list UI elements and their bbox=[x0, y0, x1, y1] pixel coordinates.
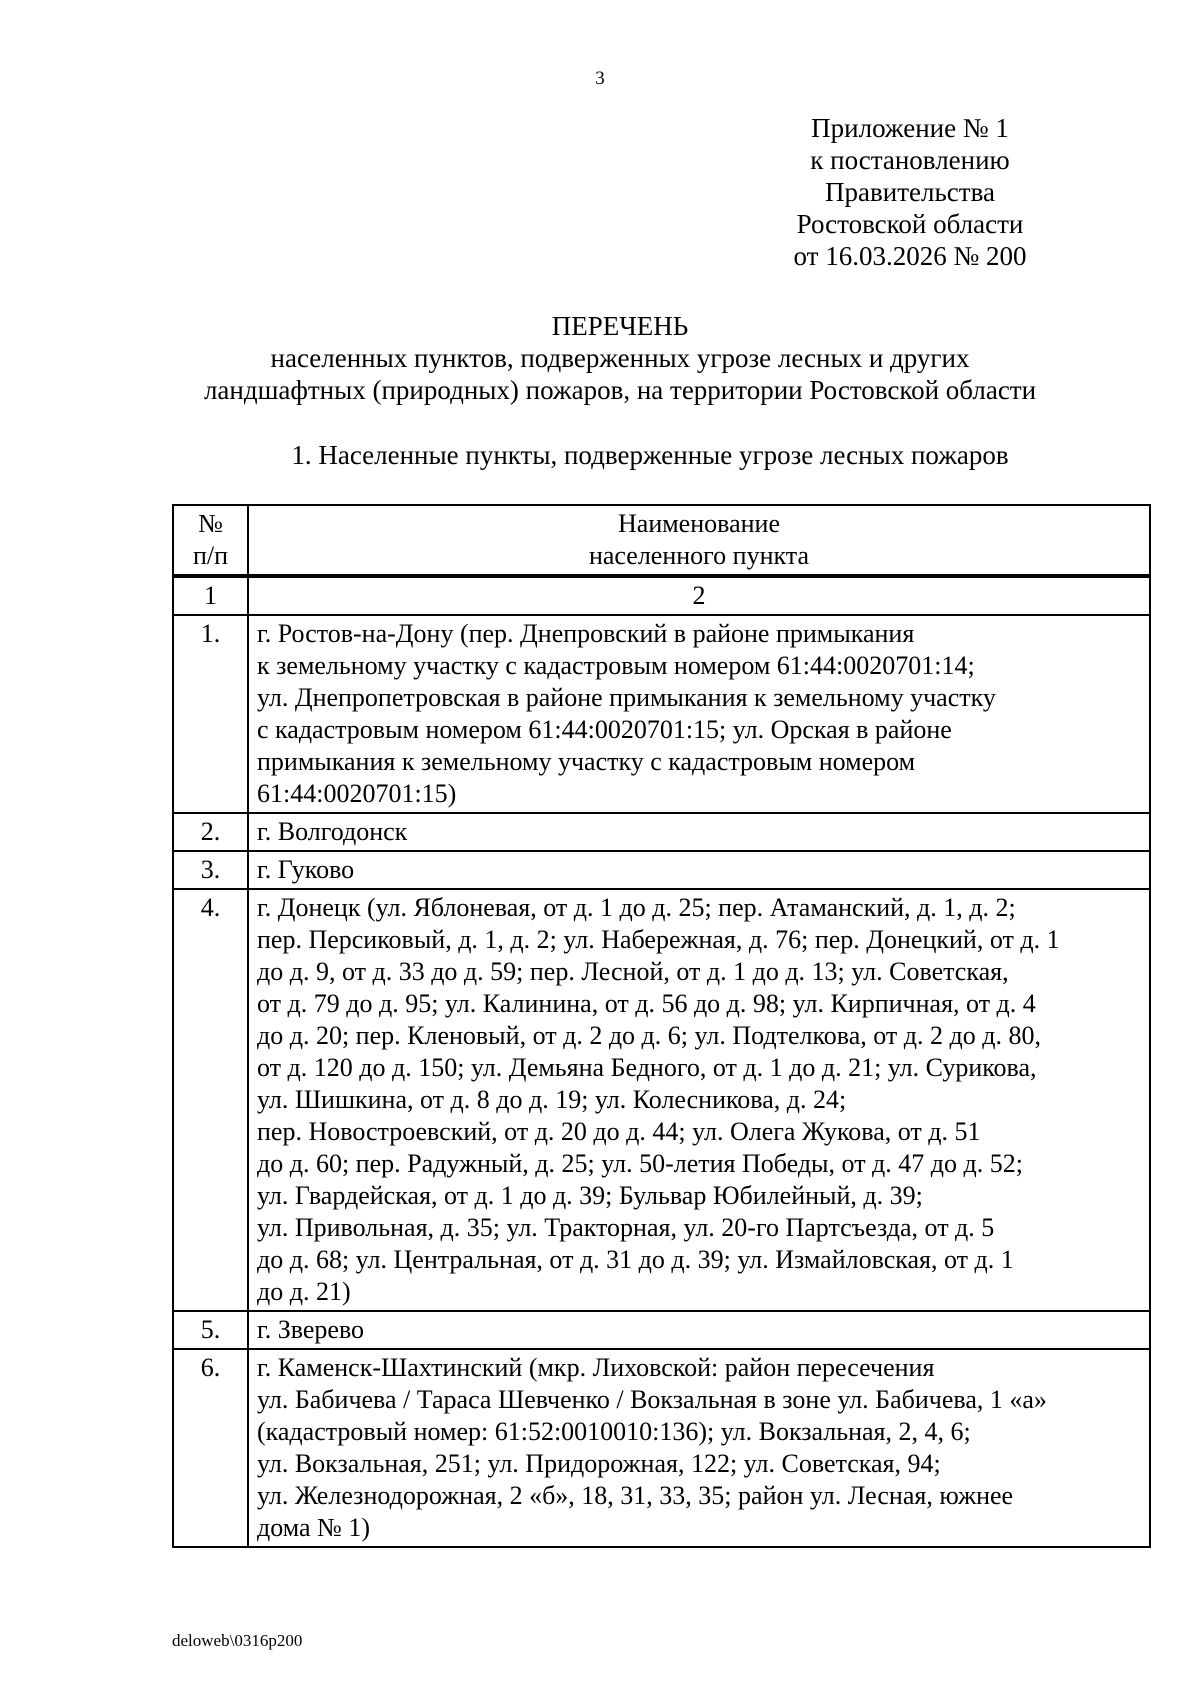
row-name-line: г. Каменск-Шахтинский (мкр. Лиховской: район пересечения bbox=[257, 1353, 935, 1382]
row-name-line: от д. 120 до д. 150; ул. Демьяна Бедного, от д. 1 до д. 21; ул. Сурикова, bbox=[257, 1053, 1037, 1082]
table-row bbox=[173, 813, 1150, 851]
table-row bbox=[173, 1349, 1150, 1547]
header-name-line: Наименование bbox=[618, 509, 780, 538]
row-number-cell: 4. bbox=[173, 889, 248, 1311]
table-row bbox=[173, 1311, 1150, 1349]
row-number-cell: 6. bbox=[173, 1349, 248, 1547]
header-number-label: п/п bbox=[192, 541, 229, 570]
row-number-cell: 3. bbox=[173, 851, 248, 889]
table-row bbox=[173, 851, 1150, 889]
appendix-line: Ростовской области bbox=[796, 209, 1024, 239]
table-row bbox=[173, 615, 1150, 813]
row-name-line: ул. Вокзальная, 251; ул. Придорожная, 122; ул. Советская, 94; bbox=[257, 1449, 941, 1478]
row-name-line: 61:44:0020701:15) bbox=[257, 779, 457, 808]
row-name-line: до д. 21) bbox=[257, 1277, 351, 1306]
row-name-cell bbox=[248, 813, 1150, 851]
row-name-line: от д. 79 до д. 95; ул. Калинина, от д. 56 до д. 98; ул. Кирпичная, от д. 4 bbox=[257, 989, 1036, 1018]
settlements-table bbox=[172, 504, 1151, 1548]
row-name-line: ул. Бабичева / Тараса Шевченко / Вокзальная в зоне ул. Бабичева, 1 «а» bbox=[257, 1385, 1047, 1414]
row-name-line: к земельному участку с кадастровым номером 61:44:0020701:14; bbox=[257, 651, 975, 680]
row-name-cell bbox=[248, 615, 1150, 813]
title-heading: ПЕРЕЧЕНЬ bbox=[551, 311, 689, 341]
row-number-cell: 5. bbox=[173, 1311, 248, 1349]
row-name-line: (кадастровый номер: 61:52:0010010:136); ул. Вокзальная, 2, 4, 6; bbox=[257, 1417, 971, 1446]
row-name-line: пер. Новостроевский, от д. 20 до д. 44; ул. Олега Жукова, от д. 51 bbox=[257, 1117, 981, 1146]
row-name-line: с кадастровым номером 61:44:0020701:15; ул. Орская в районе bbox=[257, 715, 952, 744]
row-number-cell: 1. bbox=[173, 615, 248, 813]
header-name-cell bbox=[248, 505, 1150, 576]
table-row bbox=[173, 889, 1150, 1311]
row-name-line: ул. Привольная, д. 35; ул. Тракторная, ул. 20-го Партсъезда, от д. 5 bbox=[257, 1213, 995, 1242]
appendix-line: Правительства bbox=[825, 177, 995, 207]
row-name-line: ул. Шишкина, от д. 8 до д. 19; ул. Колесникова, д. 24; bbox=[257, 1085, 847, 1114]
appendix-line: к постановлению bbox=[810, 145, 1010, 175]
page-number: 3 bbox=[595, 68, 605, 89]
row-name-line: пер. Персиковый, д. 1, д. 2; ул. Набережная, д. 76; пер. Донецкий, от д. 1 bbox=[257, 925, 1060, 954]
appendix-block bbox=[780, 112, 1040, 272]
header-name-line: населенного пункта bbox=[588, 541, 810, 570]
column-number-cell: 1 bbox=[173, 576, 248, 615]
row-name-line: до д. 68; ул. Центральная, от д. 31 до д. 39; ул. Измайловская, от д. 1 bbox=[257, 1245, 1014, 1274]
row-name-line: до д. 60; пер. Радужный, д. 25; ул. 50-летия Победы, от д. 47 до д. 52; bbox=[257, 1149, 1023, 1178]
row-name-line: г. Ростов-на-Дону (пер. Днепровский в районе примыкания bbox=[257, 619, 915, 648]
title-line: населенных пунктов, подверженных угрозе лесных и других bbox=[270, 343, 970, 373]
row-name-cell bbox=[248, 1311, 1150, 1349]
title-line: ландшафтных (природных) пожаров, на территории Ростовской области bbox=[203, 375, 1037, 405]
column-number-cell: 2 bbox=[248, 576, 1150, 615]
appendix-line: от 16.03.2026 № 200 bbox=[793, 241, 1027, 271]
row-name-line: г. Гуково bbox=[257, 855, 355, 884]
row-name-line: ул. Гвардейская, от д. 1 до д. 39; Бульвар Юбилейный, д. 39; bbox=[257, 1181, 923, 1210]
row-name-line: дома № 1) bbox=[257, 1513, 371, 1542]
header-number-cell bbox=[173, 505, 248, 576]
row-name-line: до д. 20; пер. Кленовый, от д. 2 до д. 6; ул. Подтелкова, от д. 2 до д. 80, bbox=[257, 1021, 1041, 1050]
document-footer-code: deloweb\0316p200 bbox=[172, 1631, 303, 1650]
row-name-line: до д. 9, от д. 33 до д. 59; пер. Лесной, от д. 1 до д. 13; ул. Советская, bbox=[257, 957, 1009, 986]
document-title bbox=[160, 310, 1080, 406]
table-header-row bbox=[173, 505, 1150, 576]
appendix-line: Приложение № 1 bbox=[811, 113, 1009, 143]
settlements-table-wrapper bbox=[172, 504, 1149, 1548]
row-name-line: г. Зверево bbox=[257, 1315, 365, 1344]
row-name-line: примыкания к земельному участку с кадастровым номером bbox=[257, 747, 916, 776]
row-name-cell bbox=[248, 889, 1150, 1311]
section-heading: 1. Населенные пункты, подверженные угрозе лесных пожаров bbox=[291, 440, 1009, 470]
row-name-line: ул. Днепропетровская в районе примыкания к земельному участку bbox=[257, 683, 996, 712]
row-name-line: г. Донецк (ул. Яблоневая, от д. 1 до д. 25; пер. Атаманский, д. 1, д. 2; bbox=[257, 893, 1016, 922]
row-name-line: ул. Железнодорожная, 2 «б», 18, 31, 33, 35; район ул. Лесная, южнее bbox=[257, 1481, 1014, 1510]
header-number-symbol: № bbox=[198, 509, 223, 538]
column-number-row bbox=[173, 576, 1150, 615]
row-name-line: г. Волгодонск bbox=[257, 817, 408, 846]
row-number-cell: 2. bbox=[173, 813, 248, 851]
row-name-cell bbox=[248, 1349, 1150, 1547]
row-name-cell bbox=[248, 851, 1150, 889]
